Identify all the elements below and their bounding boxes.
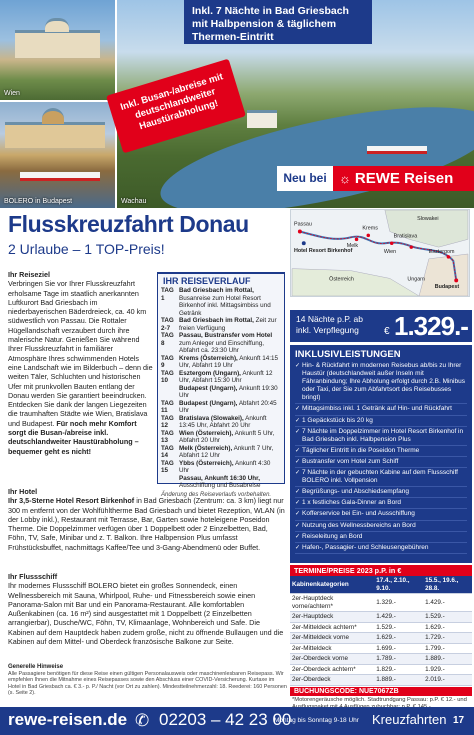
inclusive-item: ✓ Täglicher Eintritt in die Poseidon Therme: [295, 447, 467, 457]
inclusive-item: ✓ Mittagsimbiss inkl. 1 Getränk auf Hin- und Rückfahrt: [295, 405, 467, 415]
itinerary-place: Esztergom (Ungarn),: [179, 369, 241, 377]
column-header: 17.4., 2.10., 9.10.: [374, 576, 423, 594]
table-cell: 2er-Mitteldeck achtern*: [290, 622, 374, 633]
rewe-neu-label: Neu bei: [277, 166, 333, 191]
itinerary-detail: Ankunft 5 Uhr, Abfahrt 20 Uhr: [179, 429, 275, 444]
itinerary-day: TAG 13: [161, 429, 174, 444]
inclusive-item: ✓ Begrüßungs- und Abschiedsempfang: [295, 488, 467, 498]
table-cell: 1.729.-: [423, 633, 472, 644]
table-cell: 1.889.-: [423, 654, 472, 665]
table-cell: 2er-Hauptdeck vorne/achtern*: [290, 594, 374, 612]
itinerary-row: [158, 460, 284, 475]
table-cell: 2er-Mitteldeck: [290, 643, 374, 654]
itinerary-place: Bratislava (Slowakei),: [179, 414, 244, 422]
rewe-badge: [277, 166, 474, 191]
opening-hours: Montag bis Sonntag 9-18 Uhr: [274, 717, 359, 724]
inclusive-heading: INKLUSIVLEISTUNGEN: [295, 349, 401, 360]
table-cell: 2er-Oberdeck vorne: [290, 654, 374, 665]
table-cell: 1.429.-: [374, 612, 423, 623]
itinerary-place: Krems (Österreich),: [179, 354, 238, 362]
map-label: Passau: [294, 221, 312, 228]
itinerary-day: TAG 15: [161, 459, 174, 474]
price-table: [290, 565, 472, 712]
phone-icon: ✆: [135, 711, 150, 730]
fine-print-body: Alle Passagiere benötigen für diese Reise einen gültigen Personalausweis oder maschinenlesbaren Reisepass. Wir empfehlen Ihnen die Mitnahme eines Reisepasses sowie den Abschluss einer COVID-Versicherung. Kurtaxe im Hotel in Bad Griesbach ca. € 3.- p. P./ Nacht (vor Ort zu zahlen). Mindestteilnehmerzahl: 18. Reederei: 160 Personen (s. Seite 2).: [8, 670, 287, 696]
inclusive-item: ✓ Reiseleitung an Bord: [295, 533, 467, 543]
map-label: Hotel Resort Birkenhof: [294, 248, 353, 255]
table-row: [290, 654, 472, 665]
hotel-heading: Ihr Hotel: [8, 487, 38, 496]
inclusive-services: [290, 345, 472, 563]
map-label: Slowakei: [417, 215, 439, 222]
itinerary-heading: IHR REISEVERLAUF: [163, 276, 251, 286]
itinerary-day: TAG 2-7: [161, 317, 174, 332]
itinerary-day: TAG 8: [161, 332, 174, 347]
hotel-section: [8, 487, 288, 552]
table-row: [290, 633, 472, 644]
photo-wien: [0, 0, 115, 100]
itinerary-day: TAG 10: [161, 369, 174, 384]
table-cell: 1.799.-: [423, 643, 472, 654]
ship-heading: Ihr Flussschiff: [8, 572, 58, 581]
price-value: 1.329.-: [394, 311, 468, 341]
booking-code: BUCHUNGSCODE: NUE7067ZB: [290, 687, 472, 696]
page-subtitle: 2 Urlaube – 1 TOP-Preis!: [8, 241, 165, 257]
map-label: Krems: [362, 225, 378, 232]
photo-caption: Wachau: [121, 198, 147, 205]
rewe-logo: ☼ REWE Reisen: [333, 166, 474, 191]
table-row: [290, 622, 472, 633]
table-cell: 2er-Hauptdeck: [290, 612, 374, 623]
photo-budapest: [0, 102, 115, 208]
itinerary-detail: Ankunft 13:45 Uhr, Abfahrt 20 Uhr: [179, 414, 267, 429]
promo-banner: Inkl. 7 Nächte in Bad Griesbach mit Halbpension & täglichem Thermen-Eintritt: [184, 0, 372, 44]
itinerary-place: Passau, Bustransfer vom Hotel: [179, 332, 273, 339]
table-row: [290, 612, 472, 623]
itinerary-row: [158, 287, 284, 317]
itinerary-place: Melk (Österreich),: [179, 444, 233, 452]
table-cell: 1.629.-: [374, 633, 423, 644]
itinerary-place: Budapest (Ungarn),: [179, 384, 238, 392]
price-currency: €: [384, 326, 390, 337]
table-row: [290, 664, 472, 675]
itinerary-place: Ybbs (Österreich),: [179, 459, 234, 467]
bus-transfer-stamp: Inkl. Busan-/abreise mit deutschlandweiter Haustürabholung!: [106, 59, 246, 154]
itinerary-day: TAG 14: [161, 444, 174, 459]
inclusive-item: ✓ Nutzung des Wellnessbereichs an Bord: [295, 522, 467, 532]
price-caption: 14 Nächte p.P. ab inkl. Verpflegung: [296, 314, 363, 335]
page-number: 17: [453, 715, 465, 726]
intro-heading: Ihr Reiseziel: [8, 270, 50, 279]
intro-text: [8, 270, 153, 456]
table-cell: 1.429.-: [423, 594, 472, 612]
column-header: Kabinenkategorien: [290, 576, 374, 594]
itinerary-note: Änderung des Reiseverlaufs vorbehalten.: [161, 491, 272, 498]
website-link[interactable]: rewe-reisen.de: [8, 710, 128, 729]
price-table-heading: TERMINE/PREISE 2023 p.P. in €: [290, 565, 472, 576]
route-map: [290, 209, 470, 297]
inclusive-item: ✓ Hafen-, Passagier- und Schleusengebühren: [295, 544, 467, 554]
itinerary-row: [158, 445, 284, 460]
itinerary-detail: Ankunft 14:15 Uhr, Abfahrt 19 Uhr: [179, 354, 279, 369]
intro-highlight: Für noch mehr Komfort sorgt die Busan-/abreise inkl. deutschlandweiter Haustürabholung – bequemer geht es nicht!: [8, 418, 139, 456]
itinerary-row: [158, 415, 284, 430]
ship-section: [8, 572, 288, 646]
itinerary-row: [158, 400, 284, 415]
photo-caption: Wien: [4, 90, 20, 97]
table-cell: 1.929.-: [423, 664, 472, 675]
itinerary-row: [158, 385, 284, 400]
itinerary-detail: Ausschiffung und Busabreise: [179, 482, 261, 489]
itinerary-row: [158, 370, 284, 385]
itinerary-detail: Ankunft 7 Uhr, Abfahrt 12 Uhr: [179, 444, 274, 459]
hotel-lead: Ihr 3,5-Sterne Hotel Resort Birkenhof: [8, 496, 135, 506]
table-cell: 2.019.-: [423, 675, 472, 686]
itinerary-box: [157, 272, 285, 498]
table-row: [290, 594, 472, 612]
hotel-body: in Bad Griesbach (Zentrum: ca. 3 km) liegt nur 300 m entfernt von der Wohlfühltherme Bad Griesbach und bietet Rezeption, WLAN (in der Lobby inkl.), Restaurant mit Terrasse, Bar, Garten sowie hoteleigene Poseidon Therme. Die Doppelzimmer verfügen über 1 Doppelbett oder 2 Einzelbetten, Bad, Föhn, TV, Safe, Minibar und z. T. Balkon. Ihre Halbpension Plus umfasst Frühstücksbuffet, nachmittags Kaffee/Tee und 3-Gang-Abendmenü oder Buffet.: [8, 496, 285, 552]
itinerary-place: Budapest (Ungarn),: [179, 399, 238, 407]
intro-body: Verbringen Sie vor Ihrer Flusskreuzfahrt erholsame Tage im staatlich anerkannten Luftkurort Bad Griesbach im niederbayerischen Bäderdreieck, ca. 40 km südwestlich von Passau. Die Rottaler Hügellandschaft verzaubert durch ihre malerische Natur. Genießen Sie während Ihrer Flusskreuzfahrt in familiärer Atmosphäre Ihres schwimmenden Hotels eine Landschaft wie im Bilderbuch – denn die weiten Täler, Schluchten und historischen Ufer mit prunkvollen Bauten entlang der Donau werden Sie garantiert beeindrucken. Entdecken Sie dank der langen Liegezeiten die traumhaften Städte wie Wien, Bratislava und Budapest.: [8, 279, 153, 428]
itinerary-day: TAG 11: [161, 399, 174, 414]
table-cell: 1.829.-: [374, 664, 423, 675]
itinerary-row: [158, 355, 284, 370]
map-label: Österreich: [329, 276, 354, 283]
itinerary-row: [158, 430, 284, 445]
fine-print-heading: Generelle Hinweise: [8, 664, 64, 670]
table-cell: 2er-Mitteldeck vorne: [290, 633, 374, 644]
itinerary-row: [158, 332, 284, 355]
sun-icon: ☼: [339, 171, 351, 186]
ship-body: Ihr modernes Flussschiff BOLERO bietet ein großes Sonnendeck, einen Wellnessbereich mit Sauna, Whirlpool, Ruhe- und Fitnessbereich sowie einen Panorama-Salon mit Bar und ein Panorama-Restaurant. Alle komfortablen Außenkabinen (ca. 16 m²) sind ausgestattet mit 1 Doppelbett (2 Einzelbetten arrangierbar), Dusche/WC, Föhn, TV, Klimaanlage, Wohnbereich und Safe. Die Kabinen auf dem Hauptdeck haben zudem große, nicht zu öffnende Bullaugen und die Kabinen auf dem Mittel- und Oberdeck französische Balkone zur Seite.: [8, 581, 284, 647]
map-label: Wien: [383, 249, 397, 255]
itinerary-day: [161, 385, 179, 400]
photo-caption: BOLERO in Budapest: [4, 198, 73, 205]
phone-number[interactable]: 02203 – 42 23 00: [159, 710, 292, 729]
price-table-note: *Motorengeräusche möglich. Stadtrundgang Passau: p.P. € 12.- und: [292, 696, 467, 703]
itinerary-row: [158, 317, 284, 332]
itinerary-place: Passau, Ankunft 16:30 Uhr,: [179, 474, 260, 482]
itinerary-detail: Busanreise zum Hotel Resort Birkenhof inkl. Mittagsimbiss und Getränk: [179, 294, 271, 317]
column-header: 15.5., 19.6., 28.8.: [423, 576, 472, 594]
table-cell: 1.789.-: [374, 654, 423, 665]
inclusive-item: ✓ 1 x festliches Gala-Dinner an Bord: [295, 499, 467, 509]
table-cell: 2er-Oberdeck achtern*: [290, 664, 374, 675]
itinerary-detail: Ankunft 12 Uhr, Abfahrt 15:30 Uhr: [179, 369, 273, 384]
table-cell: 2er-Oberdeck: [290, 675, 374, 686]
itinerary-place: Wien (Österreich),: [179, 429, 234, 437]
itinerary-place: Bad Griesbach im Rottal,: [179, 317, 254, 324]
table-cell: 1.629.-: [423, 622, 472, 633]
itinerary-day: TAG 9: [161, 354, 174, 369]
inclusive-item: ✓ 7 Nächte im Doppelzimmer im Hotel Resort Birkenhof in Bad Griesbach inkl. Halbpension Plus: [295, 428, 467, 446]
table-row: [290, 643, 472, 654]
table-cell: 1.529.-: [374, 622, 423, 633]
itinerary-detail: Zeit zur freien Verfügung: [179, 317, 277, 332]
itinerary-detail: Abfahrt 20:45 Uhr: [179, 399, 277, 414]
price-box: [290, 310, 472, 342]
itinerary-detail: Ankunft 19:30 Uhr: [179, 384, 278, 399]
map-label: Budapest: [434, 284, 460, 291]
table-cell: 1.889.-: [374, 675, 423, 686]
map-label: Ungarn: [407, 276, 425, 283]
map-label: Bratislava: [393, 233, 418, 240]
inclusive-item: ✓ Bustransfer vom Hotel zum Schiff: [295, 458, 467, 468]
table-row: [290, 675, 472, 686]
inclusive-item: ✓ 1 Gepäckstück bis 20 kg: [295, 417, 467, 427]
itinerary-day: TAG 12: [161, 414, 174, 429]
itinerary-detail: Ankunft 4:30 Uhr: [179, 459, 271, 474]
inclusive-item: ✓ Hin- & Rückfahrt im modernen Reisebus ab/bis zu Ihrer Haustür (deutschlandweit außer Inseln mit Fähranbindung; Ihre Abholung erfolgt durch 2.B. Minibus oder Taxi, der Sie zum Abfahrtsort des Reisebusses bringt): [295, 362, 467, 404]
itinerary-day: TAG 1: [161, 287, 174, 302]
table-cell: 1.329.-: [374, 594, 423, 612]
itinerary-place: Bad Griesbach im Rottal,: [179, 287, 254, 294]
section-name: Kreuzfahrten: [372, 712, 447, 727]
inclusive-item: ✓ Kofferservice bei Ein- und Ausschiffung: [295, 510, 467, 520]
table-cell: 1.529.-: [423, 612, 472, 623]
footer: [0, 707, 474, 735]
map-label: Melk: [346, 243, 359, 250]
table-cell: 1.699.-: [374, 643, 423, 654]
map-label: Esztergom: [428, 249, 455, 255]
inclusive-item: ✓ 7 Nächte in der gebuchten Kabine auf dem Flussschiff BOLERO inkl. Vollpension: [295, 469, 467, 487]
itinerary-detail: zum Anleger und Einschiffung, Abfahrt ca. 23:30 Uhr: [179, 339, 264, 354]
page-title: Flusskreuzfahrt Donau: [8, 211, 249, 237]
fine-print: [8, 664, 288, 697]
